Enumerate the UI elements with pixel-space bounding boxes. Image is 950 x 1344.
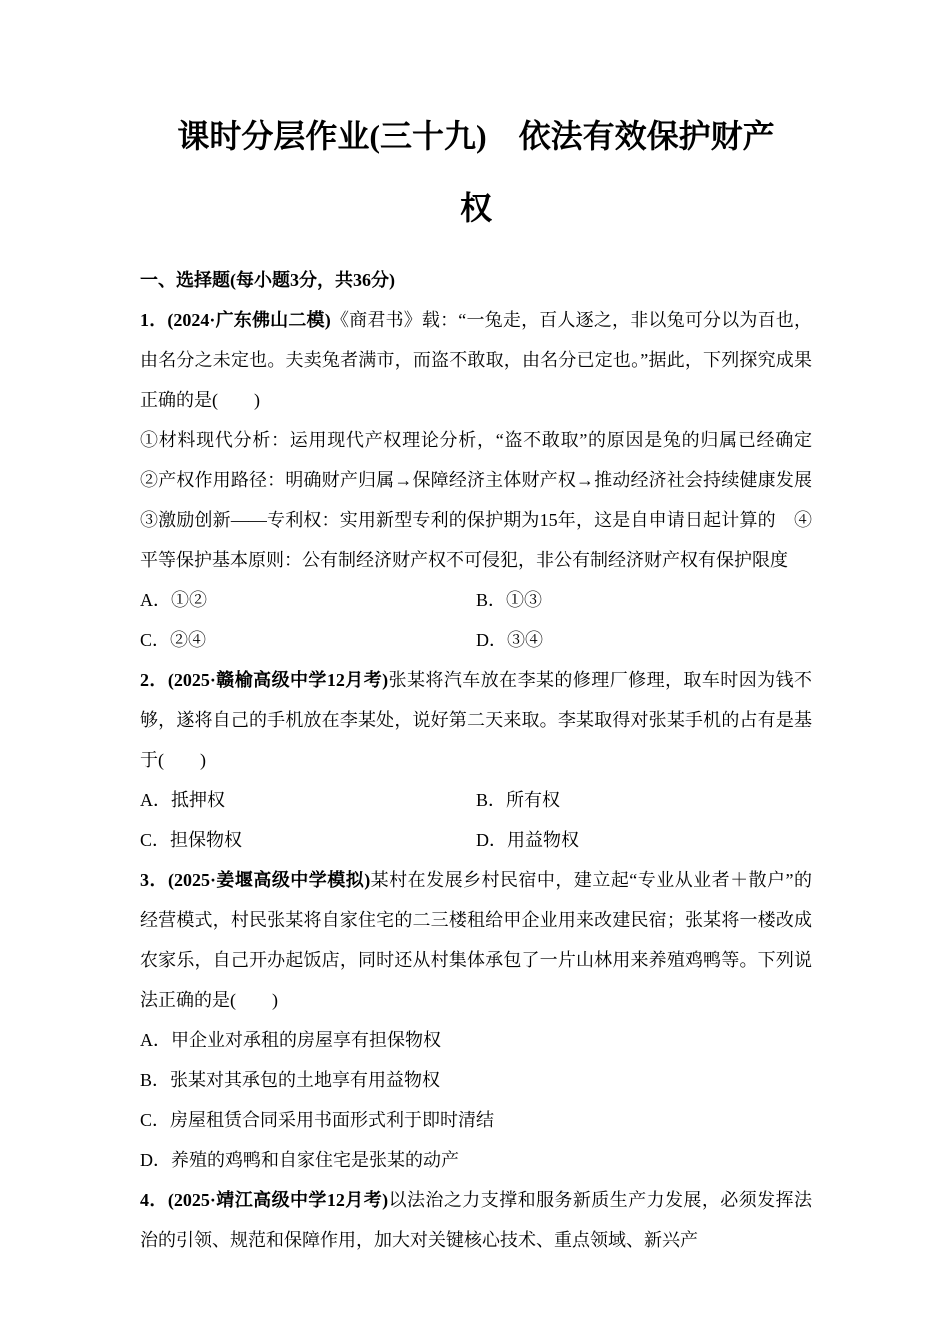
question-1-items: ①材料现代分析：运用现代产权理论分析，“盗不敢取”的原因是兔的归属已经确定 ②产权作用路径：明确财产归属→保障经济主体财产权→推动经济社会持续健康发展 ③激励创新——专利权：实用新型专利的保护期为15年，这是自申请日起计算的 ④平等保护基本原则：公有制经济财产权不可侵犯，非公有制经济财产权有保护限度 [140, 430, 830, 570]
page-title [140, 100, 812, 244]
page-title-line-2: 权 [459, 190, 492, 226]
question-3-option-b: B．张某对其承包的土地享有用益物权 [140, 1070, 441, 1090]
page-title-line-1: 课时分层作业(三十九) 依法有效保护财产 [177, 118, 775, 154]
question-1-text: 《商君书》载：“一兔走，百人逐之，非以兔可分以为百也，由名分之未定也。夫卖兔者满市，而盗不敢取，由名分已定也。”据此，下列探究成果正确的是( ) [140, 310, 812, 410]
question-1-option-b: B．①③ [476, 590, 543, 610]
question-2-options [140, 780, 812, 860]
question-2 [140, 660, 812, 860]
question-2-text: 张某将汽车放在李某的修理厂修理，取车时因为钱不够，遂将自己的手机放在李某处，说好第二天来取。李某取得对张某手机的占有是基于( ) [140, 670, 812, 770]
question-2-option-b: B．所有权 [476, 790, 561, 810]
question-1-option-d: D．③④ [476, 630, 543, 650]
question-1-stem [140, 300, 812, 420]
question-1 [140, 300, 830, 660]
question-4 [140, 1180, 812, 1260]
question-4-number-source: 4．(2025·靖江高级中学12月考) [140, 1190, 389, 1210]
question-2-option-c: C．担保物权 [140, 830, 243, 850]
question-3 [140, 860, 812, 1180]
question-3-option-c: C．房屋租赁合同采用书面形式利于即时清结 [140, 1110, 495, 1130]
question-3-option-a: A．甲企业对承租的房屋享有担保物权 [140, 1030, 441, 1050]
question-3-options [140, 1020, 812, 1180]
question-4-stem [140, 1180, 812, 1260]
question-1-number-source: 1．(2024·广东佛山二模) [140, 310, 331, 330]
question-3-option-d: D．养殖的鸡鸭和自家住宅是张某的动产 [140, 1150, 459, 1170]
question-1-option-a: A．①② [140, 590, 207, 610]
question-2-number-source: 2．(2025·赣榆高级中学12月考) [140, 670, 389, 690]
question-1-options [140, 580, 812, 660]
question-2-option-d: D．用益物权 [476, 830, 579, 850]
section-heading: 一、选择题(每小题3分，共36分) [140, 270, 395, 290]
question-2-option-a: A．抵押权 [140, 790, 225, 810]
question-3-number-source: 3．(2025·姜堰高级中学模拟) [140, 870, 371, 890]
question-1-option-c: C．②④ [140, 630, 207, 650]
question-4-text: 以法治之力支撑和服务新质生产力发展，必须发挥法治的引领、规范和保障作用，加大对关键核心技术、重点领域、新兴产 [140, 1190, 812, 1250]
question-2-stem [140, 660, 812, 780]
question-3-text: 某村在发展乡村民宿中，建立起“专业从业者＋散户”的经营模式，村民张某将自家住宅的二三楼租给甲企业用来改建民宿；张某将一楼改成农家乐，自己开办起饭店，同时还从村集体承包了一片山林用来养殖鸡鸭等。下列说法正确的是( ) [140, 870, 812, 1010]
question-3-stem [140, 860, 812, 1020]
